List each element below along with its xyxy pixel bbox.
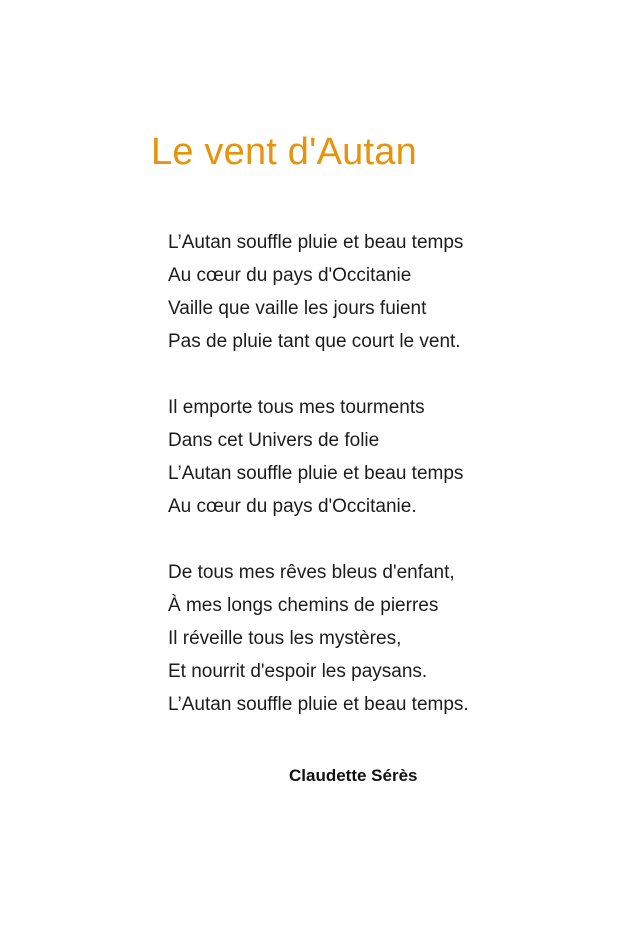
poem-line: Au cœur du pays d'Occitanie. <box>168 496 417 517</box>
poem-line: Il réveille tous les mystères, <box>168 628 402 649</box>
poem-line: L’Autan souffle pluie et beau temps <box>168 463 464 484</box>
poem-body <box>168 226 628 754</box>
stanza-1 <box>168 226 628 358</box>
poem-line: Et nourrit d'espoir les paysans. <box>168 661 428 682</box>
poem-line: L’Autan souffle pluie et beau temps <box>168 232 464 253</box>
poem-line: Vaille que vaille les jours fuient <box>168 298 427 319</box>
poem-title: Le vent d'Autan <box>151 131 417 173</box>
poem-line: De tous mes rêves bleus d'enfant, <box>168 562 455 583</box>
poem-line: À mes longs chemins de pierres <box>168 595 439 616</box>
stanza-3 <box>168 556 628 721</box>
poem-line: Pas de pluie tant que court le vent. <box>168 331 461 352</box>
author-signature: Claudette Sérès <box>289 766 418 785</box>
poem-line: Au cœur du pays d'Occitanie <box>168 265 412 286</box>
poem-line: Dans cet Univers de folie <box>168 430 380 451</box>
poem-line: Il emporte tous mes tourments <box>168 397 425 418</box>
stanza-2 <box>168 391 628 523</box>
poem-line: L’Autan souffle pluie et beau temps. <box>168 694 469 715</box>
